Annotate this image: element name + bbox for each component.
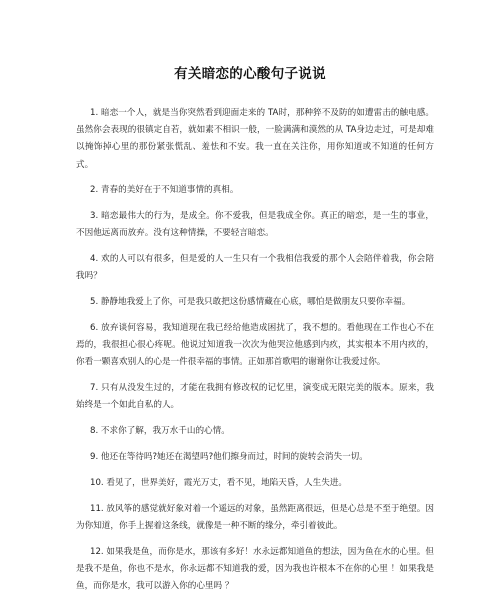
paragraph: 1. 暗恋一个人，就是当你突然看到迎面走来的 TA时，那种猝不及防的如遭雷击的触电感。虽然你会表现的很镇定自若，就如素不相识一般，一脸满满和漠然的从 TA身边走过，可是却难以掩饰掉心里的那份紧张慌乱、羞怯和不安。我一直在关注你，用你知道或不知道的任何方式。 xyxy=(76,108,434,170)
paragraph: 3. 暗恋最伟大的行为，是成全。你不爱我，但是我成全你。真正的暗恋，是一生的事业，不因他远离而放弃。没有这种情操，不要轻言暗恋。 xyxy=(76,211,434,239)
paragraph: 9. 他还在等待吗?她还在渴望吗?他们擦身而过，时间的旋转会消失一切。 xyxy=(90,452,368,462)
paragraph: 4. 欢的人可以有很多，但是爱的人一生只有一个我相信我爱的那个人会陪伴着我，你会陪我吗？ xyxy=(76,254,434,282)
paragraph: 10. 看见了，世界美好，霞光万丈，看不见，地陷天昏，人生失进。 xyxy=(90,477,348,488)
paragraph: 11. 放风筝的感觉就好象对着一个遥远的对象，虽然距离很远，但是心总是不至于绝望。因为你知道，你手上握着这条线，就像是一种不断的缘分，牵引着彼此。 xyxy=(76,503,434,531)
paragraph: 7. 只有从没发生过的，才能在我拥有修改权的记忆里，演变成无限完美的版本。原来，我始终是一个如此自私的人。 xyxy=(76,383,434,411)
page-title: 有关暗恋的心酸句子说说 xyxy=(174,66,326,82)
paragraph: 8. 不求你了解，我万水千山的心情。 xyxy=(90,426,230,437)
paragraph: 5. 静静地我爱上了你，可是我只敢把这份感情藏在心底，哪怕是做朋友只要你幸福。 xyxy=(90,297,411,308)
article-body xyxy=(76,105,434,604)
paragraph: 6. 放弃谈何容易，我知道现在我已经给他造成困扰了，我不想的。看他现在工作也心不在焉的，我很担心很心疼呢。他说过知道我一次次为他哭泣他感到内疚，其实根本不用内疚的，你看一颗喜欢别人的心是一件很幸福的事情。正如那首歌唱的谢谢你让我爱过你。 xyxy=(76,323,434,368)
paragraph: 12. 如果我是鱼，而你是水，那该有多好！水永远都知道鱼的想法，因为鱼在水的心里。但是我不是鱼，你也不是水，你永远都不知道我的爱，因为我也许根本不在你的心里 ！如果我是鱼，而你是水，我可以游入你的心里吗 ？ xyxy=(76,546,434,591)
paragraph: 2. 青春的美好在于不知道事情的真相。 xyxy=(90,185,239,196)
